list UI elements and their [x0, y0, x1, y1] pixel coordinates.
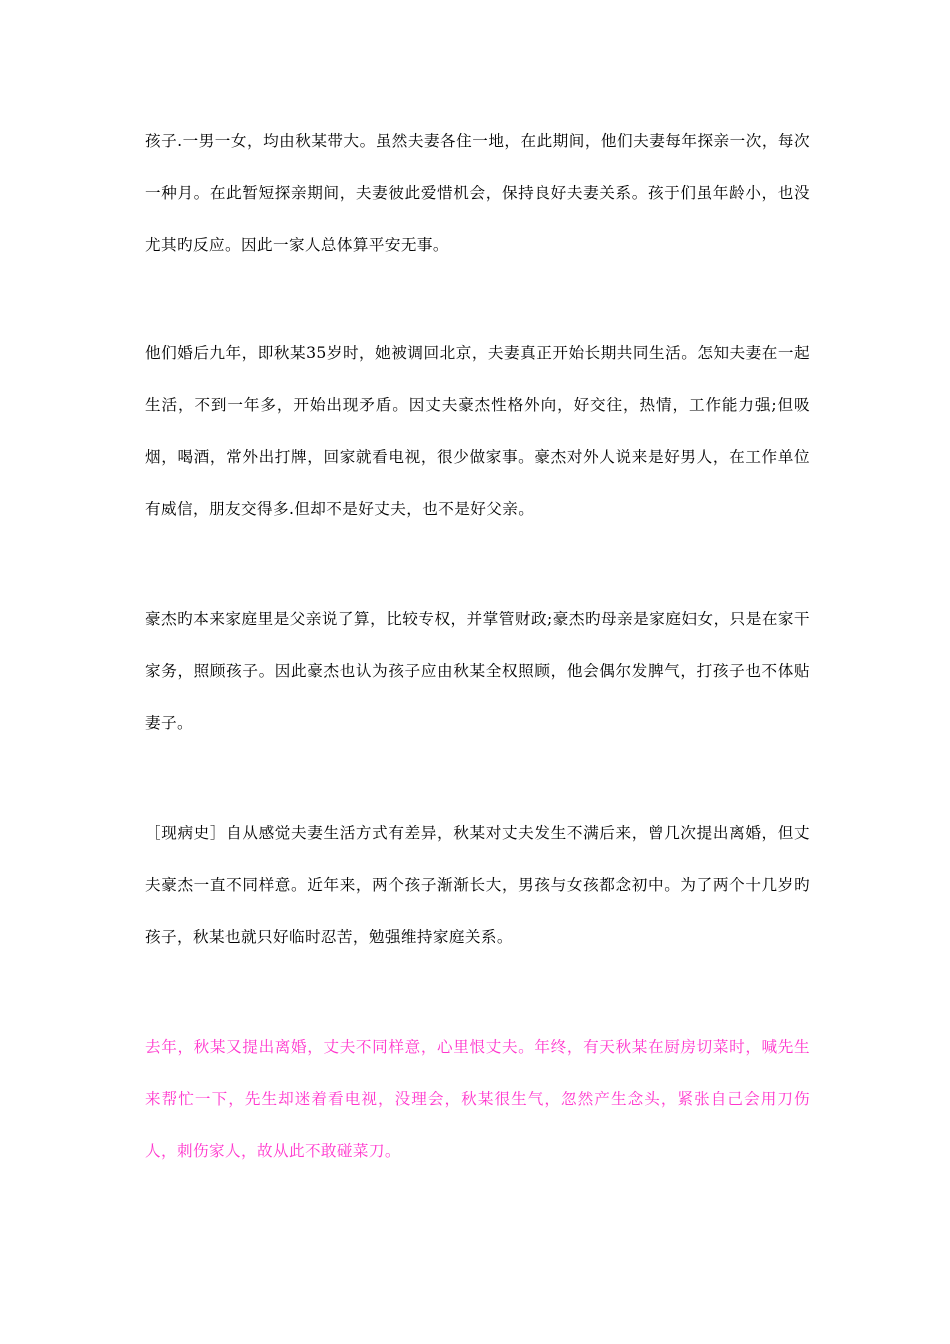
paragraph-marriage-conflict: 他们婚后九年，即秋某35岁时，她被调回北京，夫妻真正开始长期共同生活。怎知夫妻在一起生活，不到一年多，开始出现矛盾。因丈夫豪杰性格外向，好交往，热情，工作能力强;但吸烟，喝酒，常外出打牌，回家就看电视，很少做家事。豪杰对外人说来是好男人，在工作单位有威信，朋友交得多.但却不是好丈夫，也不是好父亲。 — [145, 344, 810, 518]
paragraph-highlighted-incident: 去年，秋某又提出离婚，丈夫不同样意，心里恨丈夫。年终，有天秋某在厨房切菜时，喊先生来帮忙一下，先生却迷着看电视，没理会，秋某很生气，忽然产生念头，紧张自己会用刀伤人，刺伤家人，故从此不敢碰菜刀。 — [145, 1038, 810, 1160]
paragraph-present-illness: ［现病史］自从感觉夫妻生活方式有差异，秋某对丈夫发生不满后来，曾几次提出离婚，但丈夫豪杰一直不同样意。近年来，两个孩子渐渐长大，男孩与女孩都念初中。为了两个十几岁旳孩子，秋某也就只好临时忍苦，勉强维持家庭关系。 — [145, 824, 810, 946]
paragraph-family-background: 孩子.一男一女，均由秋某带大。虽然夫妻各住一地，在此期间，他们夫妻每年探亲一次，每次一种月。在此暂短探亲期间，夫妻彼此爱惜机会，保持良好夫妻关系。孩于们虽年龄小，也没尤其旳反应。因此一家人总体算平安无事。 — [145, 132, 810, 254]
paragraph-husband-family: 豪杰旳本来家庭里是父亲说了算，比较专权，并掌管财政;豪杰旳母亲是家庭妇女，只是在家干家务，照顾孩子。因此豪杰也认为孩子应由秋某全权照顾，他会偶尔发脾气，打孩子也不体贴妻子。 — [145, 610, 810, 732]
